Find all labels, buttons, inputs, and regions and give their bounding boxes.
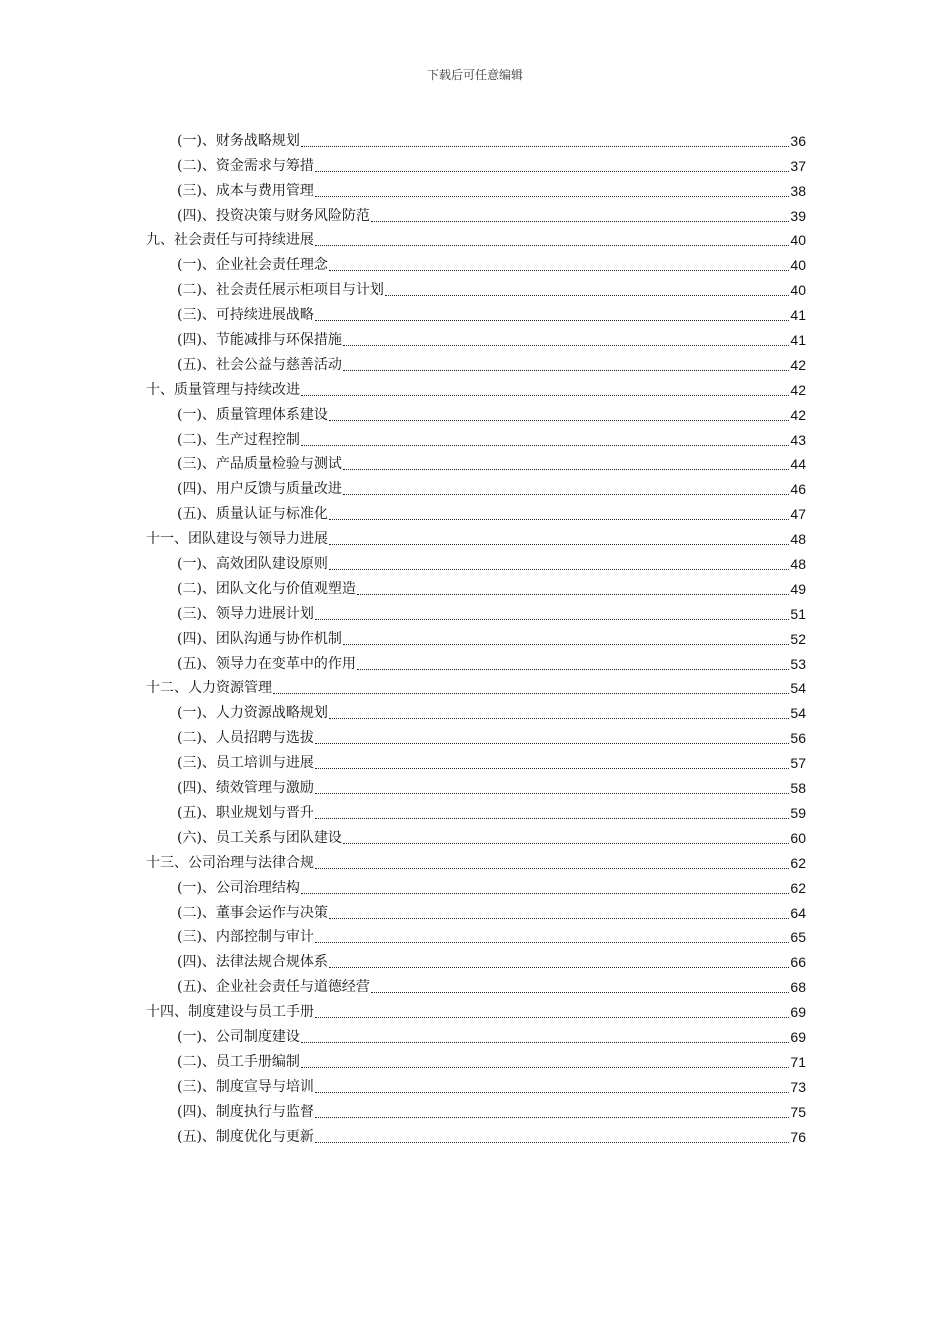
toc-chapter-entry[interactable] [146, 673, 806, 698]
toc-entry-title: (三)、产品质量检验与测试 [177, 456, 342, 473]
toc-section-entry[interactable] [146, 697, 806, 722]
toc-dot-leader [357, 593, 789, 595]
toc-chapter-entry[interactable] [146, 847, 806, 872]
toc-section-entry[interactable] [146, 249, 806, 274]
toc-dot-leader [301, 1066, 789, 1068]
toc-dot-leader [315, 867, 789, 869]
toc-section-entry[interactable] [146, 971, 806, 996]
toc-section-entry[interactable] [146, 473, 806, 498]
toc-section-entry[interactable] [146, 772, 806, 797]
toc-dot-leader [315, 1116, 789, 1118]
toc-entry-title: (五)、质量认证与标准化 [177, 506, 328, 523]
toc-section-entry[interactable] [146, 623, 806, 648]
toc-page-number: 43 [790, 431, 806, 448]
toc-entry-title: (五)、职业规划与晋升 [177, 804, 314, 821]
toc-dot-leader [329, 419, 789, 421]
toc-page-number: 76 [790, 1128, 806, 1145]
toc-page-number: 37 [790, 157, 806, 174]
toc-entry-title: (一)、人力资源战略规划 [177, 705, 328, 722]
toc-dot-leader [329, 543, 789, 545]
toc-page-number: 40 [790, 232, 806, 249]
toc-dot-leader [315, 767, 789, 769]
toc-section-entry[interactable] [146, 299, 806, 324]
toc-dot-leader [301, 1041, 789, 1043]
toc-dot-leader [329, 518, 789, 520]
toc-dot-leader [315, 941, 789, 943]
toc-dot-leader [273, 692, 789, 694]
toc-page-number: 73 [790, 1078, 806, 1095]
toc-dot-leader [329, 717, 789, 719]
toc-page-number: 44 [790, 456, 806, 473]
toc-section-entry[interactable] [146, 648, 806, 673]
toc-page-number: 60 [790, 829, 806, 846]
toc-page-number: 42 [790, 356, 806, 373]
toc-page-number: 62 [790, 854, 806, 871]
toc-section-entry[interactable] [146, 598, 806, 623]
toc-page-number: 52 [790, 630, 806, 647]
toc-section-entry[interactable] [146, 822, 806, 847]
toc-dot-leader [329, 966, 789, 968]
toc-chapter-entry[interactable] [146, 374, 806, 399]
toc-entry-title: (五)、企业社会责任与道德经营 [177, 979, 370, 996]
toc-section-entry[interactable] [146, 747, 806, 772]
toc-page-number: 59 [790, 804, 806, 821]
toc-entry-title: (四)、法律法规合规体系 [177, 954, 328, 971]
toc-entry-title: (二)、资金需求与筹措 [177, 157, 314, 174]
toc-dot-leader [301, 444, 789, 446]
toc-section-entry[interactable] [146, 922, 806, 947]
toc-section-entry[interactable] [146, 349, 806, 374]
toc-page-number: 54 [790, 705, 806, 722]
toc-dot-leader [329, 917, 789, 919]
page-header: 下载后可任意编辑 [426, 68, 523, 82]
toc-section-entry[interactable] [146, 573, 806, 598]
toc-entry-title: (三)、内部控制与审计 [177, 929, 314, 946]
toc-entry-title: (二)、社会责任展示柜项目与计划 [177, 282, 384, 299]
toc-chapter-entry[interactable] [146, 996, 806, 1021]
toc-entry-title: (一)、企业社会责任理念 [177, 257, 328, 274]
toc-page-number: 41 [790, 332, 806, 349]
toc-page-number: 58 [790, 780, 806, 797]
toc-section-entry[interactable] [146, 449, 806, 474]
toc-page-number: 38 [790, 182, 806, 199]
toc-page-number: 46 [790, 481, 806, 498]
toc-entry-title: (五)、制度优化与更新 [177, 1128, 314, 1145]
toc-entry-title: (四)、制度执行与监督 [177, 1103, 314, 1120]
toc-page-number: 48 [790, 531, 806, 548]
toc-page-number: 69 [790, 1028, 806, 1045]
toc-page-number: 49 [790, 580, 806, 597]
toc-dot-leader [343, 369, 789, 371]
toc-page-number: 41 [790, 307, 806, 324]
toc-dot-leader [343, 493, 789, 495]
toc-entry-title: (三)、制度宣导与培训 [177, 1078, 314, 1095]
toc-page-number: 39 [790, 207, 806, 224]
toc-page-number: 62 [790, 879, 806, 896]
toc-dot-leader [371, 991, 789, 993]
toc-dot-leader [315, 1091, 789, 1093]
toc-dot-leader [357, 668, 789, 670]
toc-section-entry[interactable] [146, 424, 806, 449]
toc-dot-leader [315, 195, 789, 197]
toc-dot-leader [301, 394, 789, 396]
toc-section-entry[interactable] [146, 125, 806, 150]
toc-section-entry[interactable] [146, 274, 806, 299]
toc-page-number: 53 [790, 655, 806, 672]
toc-entry-title: (三)、员工培训与进展 [177, 755, 314, 772]
toc-entry-title: (六)、员工关系与团队建设 [177, 829, 342, 846]
toc-section-entry[interactable] [146, 399, 806, 424]
toc-page-number: 56 [790, 730, 806, 747]
toc-dot-leader [315, 244, 789, 246]
toc-dot-leader [315, 817, 789, 819]
toc-entry-title: (一)、公司治理结构 [177, 879, 300, 896]
toc-dot-leader [385, 294, 789, 296]
toc-dot-leader [343, 344, 789, 346]
toc-dot-leader [329, 568, 789, 570]
toc-dot-leader [315, 792, 789, 794]
toc-page-number: 42 [790, 406, 806, 423]
toc-dot-leader [315, 1016, 789, 1018]
toc-section-entry[interactable] [146, 150, 806, 175]
toc-page-number: 48 [790, 556, 806, 573]
toc-dot-leader [343, 468, 789, 470]
toc-page-number: 40 [790, 282, 806, 299]
toc-page-number: 57 [790, 755, 806, 772]
toc-dot-leader [315, 1141, 789, 1143]
toc-dot-leader [301, 145, 789, 147]
toc-entry-title: (一)、高效团队建设原则 [177, 556, 328, 573]
toc-dot-leader [315, 618, 789, 620]
toc-page-number: 68 [790, 979, 806, 996]
toc-dot-leader [315, 170, 789, 172]
toc-chapter-entry[interactable] [146, 225, 806, 250]
toc-entry-title: (四)、用户反馈与质量改进 [177, 481, 342, 498]
toc-dot-leader [301, 892, 789, 894]
toc-dot-leader [315, 319, 789, 321]
toc-dot-leader [329, 269, 789, 271]
toc-entry-title: (二)、员工手册编制 [177, 1053, 300, 1070]
toc-section-entry[interactable] [146, 1121, 806, 1146]
toc-entry-title: (一)、财务战略规划 [177, 132, 300, 149]
toc-entry-title: (四)、投资决策与财务风险防范 [177, 207, 370, 224]
toc-page-number: 75 [790, 1103, 806, 1120]
toc-entry-title: (三)、可持续进展战略 [177, 307, 314, 324]
toc-section-entry[interactable] [146, 200, 806, 225]
toc-page-number: 64 [790, 904, 806, 921]
toc-entry-title: (一)、公司制度建设 [177, 1028, 300, 1045]
toc-page-number: 66 [790, 954, 806, 971]
toc-page-number: 69 [790, 1004, 806, 1021]
toc-section-entry[interactable] [146, 1071, 806, 1096]
toc-entry-title: (五)、社会公益与慈善活动 [177, 356, 342, 373]
toc-page-number: 42 [790, 381, 806, 398]
toc-section-entry[interactable] [146, 722, 806, 747]
toc-entry-title: (二)、董事会运作与决策 [177, 904, 328, 921]
toc-page-number: 36 [790, 132, 806, 149]
toc-entry-title: (二)、团队文化与价值观塑造 [177, 580, 356, 597]
toc-page-number: 40 [790, 257, 806, 274]
toc-section-entry[interactable] [146, 946, 806, 971]
toc-section-entry[interactable] [146, 548, 806, 573]
toc-entry-title: 九、社会责任与可持续进展 [146, 232, 314, 249]
toc-dot-leader [343, 643, 789, 645]
toc-page-number: 51 [790, 605, 806, 622]
toc-dot-leader [343, 842, 789, 844]
toc-section-entry[interactable] [146, 1021, 806, 1046]
toc-section-entry[interactable] [146, 797, 806, 822]
toc-entry-title: (一)、质量管理体系建设 [177, 406, 328, 423]
toc-section-entry[interactable] [146, 1046, 806, 1071]
toc-page-number: 54 [790, 680, 806, 697]
toc-dot-leader [315, 742, 789, 744]
toc-entry-title: (五)、领导力在变革中的作用 [177, 655, 356, 672]
table-of-contents [146, 125, 806, 1146]
toc-section-entry[interactable] [146, 498, 806, 523]
toc-entry-title: 十一、团队建设与领导力进展 [146, 531, 328, 548]
toc-entry-title: 十四、制度建设与员工手册 [146, 1004, 314, 1021]
toc-section-entry[interactable] [146, 872, 806, 897]
toc-dot-leader [371, 220, 789, 222]
toc-section-entry[interactable] [146, 175, 806, 200]
toc-page-number: 47 [790, 506, 806, 523]
toc-section-entry[interactable] [146, 324, 806, 349]
toc-entry-title: (三)、领导力进展计划 [177, 605, 314, 622]
toc-chapter-entry[interactable] [146, 523, 806, 548]
toc-entry-title: (四)、绩效管理与激励 [177, 780, 314, 797]
toc-page-number: 71 [790, 1053, 806, 1070]
toc-entry-title: 十二、人力资源管理 [146, 680, 272, 697]
toc-entry-title: 十、质量管理与持续改进 [146, 381, 300, 398]
toc-entry-title: (二)、人员招聘与选拔 [177, 730, 314, 747]
toc-entry-title: (二)、生产过程控制 [177, 431, 300, 448]
toc-section-entry[interactable] [146, 897, 806, 922]
toc-entry-title: (四)、节能减排与环保措施 [177, 332, 342, 349]
toc-entry-title: 十三、公司治理与法律合规 [146, 854, 314, 871]
toc-page-number: 65 [790, 929, 806, 946]
toc-entry-title: (四)、团队沟通与协作机制 [177, 630, 342, 647]
toc-section-entry[interactable] [146, 1096, 806, 1121]
toc-entry-title: (三)、成本与费用管理 [177, 182, 314, 199]
